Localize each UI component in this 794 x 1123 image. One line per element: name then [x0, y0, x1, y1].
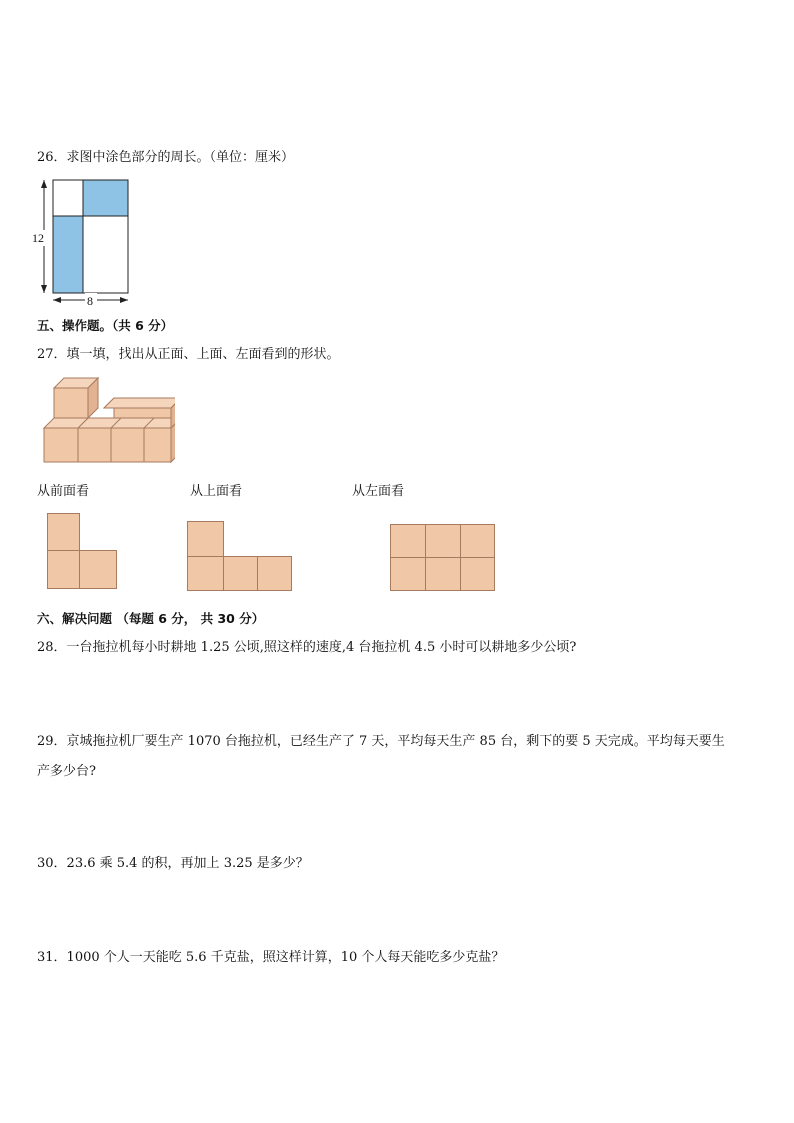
front-view-shape [47, 513, 119, 591]
question-31-text: 31．1000 个人一天能吃 5.6 千克盐，照这样计算，10 个人每天能吃多少克盐？ [37, 950, 505, 965]
shaded-rect-left [53, 216, 83, 293]
view-label-left: 从左面看 [352, 484, 405, 499]
cube-square [47, 513, 80, 551]
cube-square [187, 521, 224, 557]
cube-square [460, 524, 495, 558]
top-view-shape [187, 521, 295, 593]
cube-square [390, 557, 426, 591]
cube-square [47, 550, 80, 589]
cube-square [187, 556, 224, 591]
section-5-heading: 五、操作题。（共 6 分） [37, 318, 174, 333]
cube-square [223, 556, 258, 591]
perimeter-figure [30, 172, 140, 308]
height-label: 12 [32, 231, 44, 245]
cube-square [257, 556, 292, 591]
width-label: 8 [87, 294, 93, 308]
view-label-top: 从上面看 [190, 484, 243, 499]
shaded-square-top [83, 180, 128, 216]
cube-square [79, 550, 117, 589]
left-view-shape [390, 524, 496, 592]
question-26-text: 26．求图中涂色部分的周长。（单位：厘米） [37, 150, 295, 165]
question-30-text: 30．23.6 乘 5.4 的积，再加上 3.25 是多少？ [37, 856, 309, 871]
cube-stack-3d [40, 370, 175, 466]
view-label-front: 从前面看 [37, 484, 90, 499]
question-28-text: 28．一台拖拉机每小时耕地 1.25 公顷,照这样的速度,4 台拖拉机 4.5 小时可以耕地多少公顷? [37, 640, 577, 655]
cube-square [425, 557, 461, 591]
question-29-line-1: 29．京城拖拉机厂要生产 1070 台拖拉机，已经生产了 7 天，平均每天生产 85 台，剩下的要 5 天完成。平均每天要生 [37, 734, 725, 749]
cube-square [425, 524, 461, 558]
cube-square [390, 524, 426, 558]
section-6-heading: 六、解决问题 （每题 6 分， 共 30 分） [37, 611, 265, 626]
question-29-line-2: 产多少台? [37, 764, 96, 779]
cube-square [460, 557, 495, 591]
question-27-text: 27．填一填，找出从正面、上面、左面看到的形状。 [37, 347, 340, 362]
